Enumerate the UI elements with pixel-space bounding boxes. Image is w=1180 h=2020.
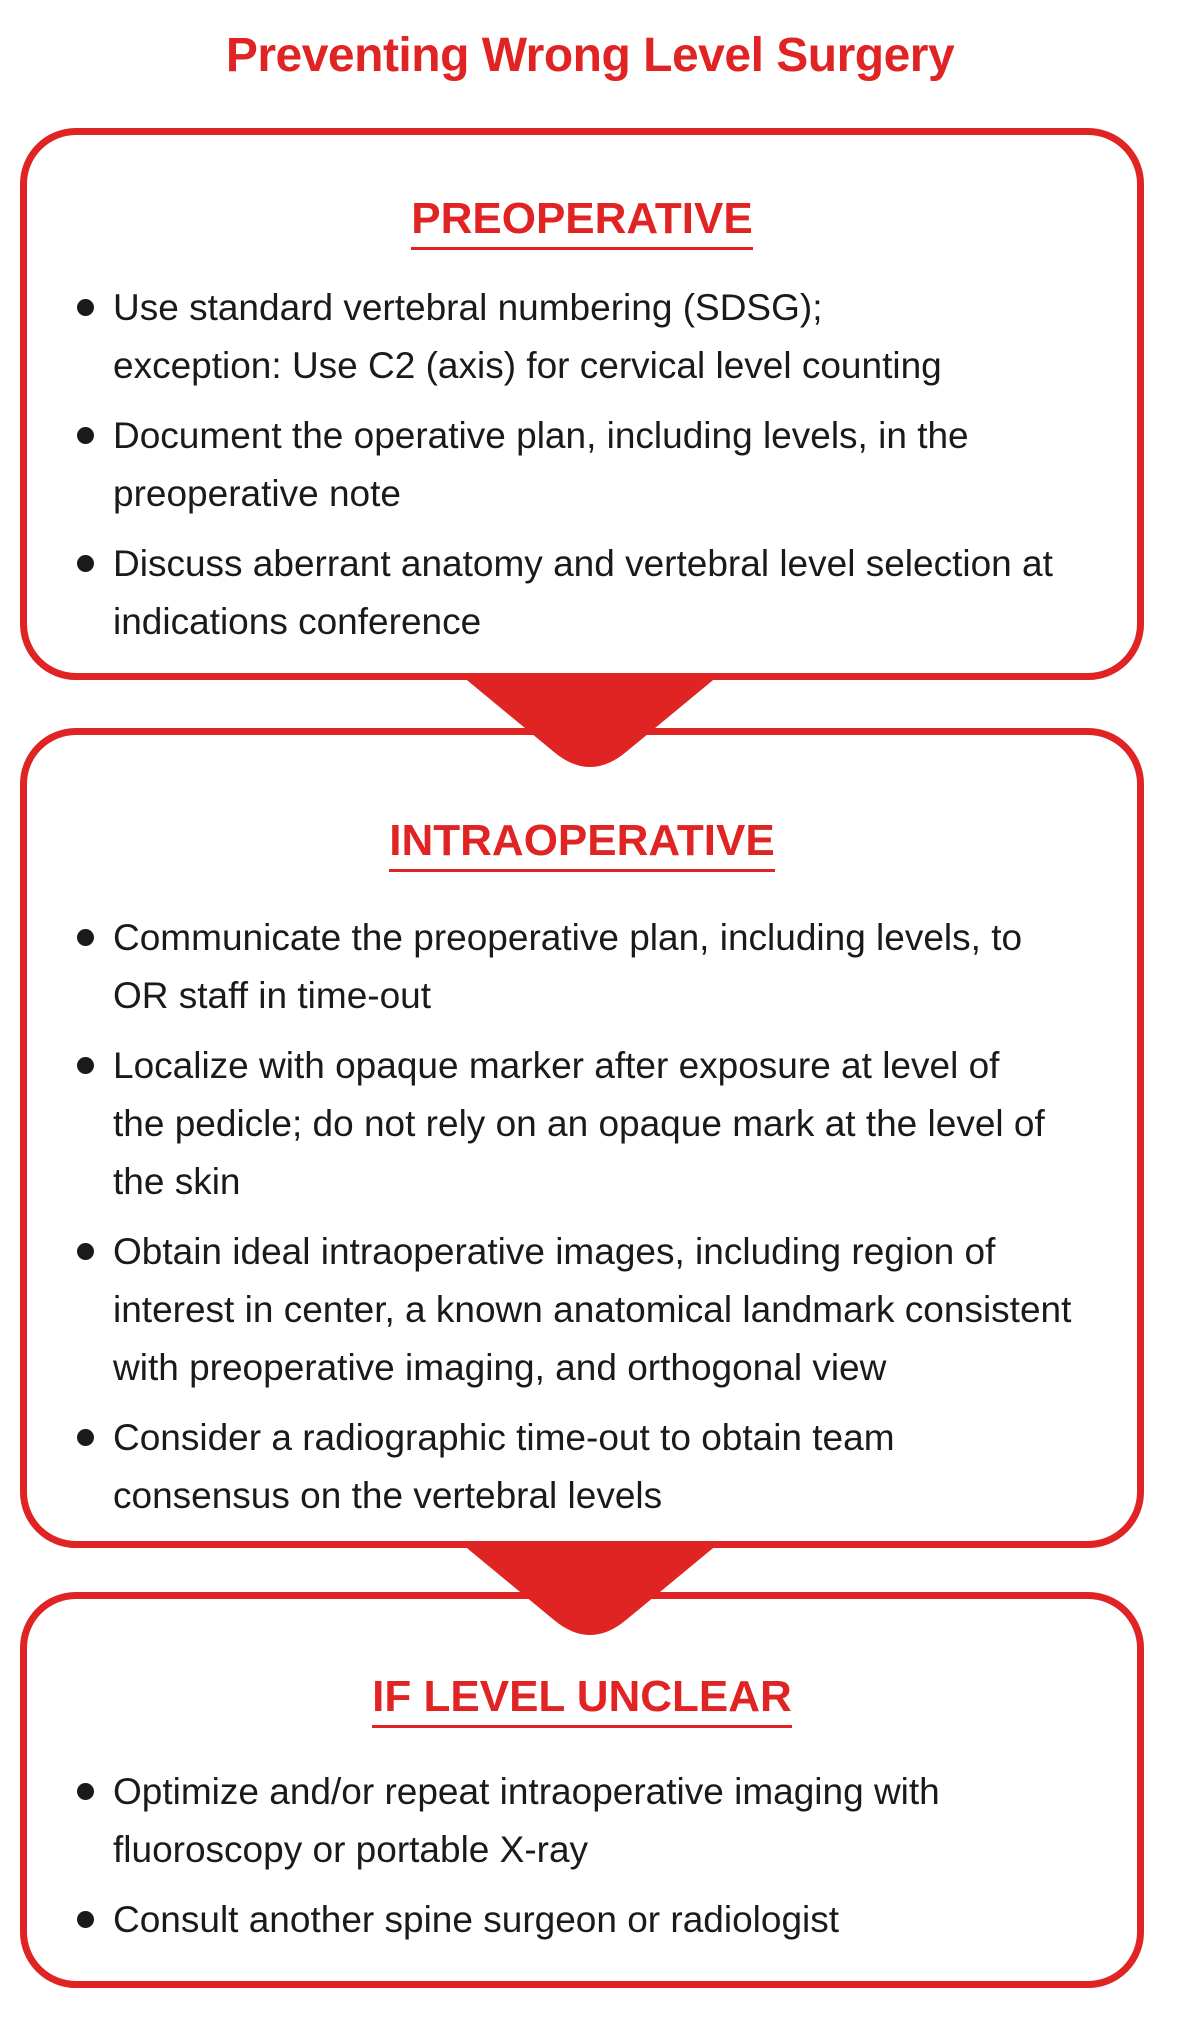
bullet-icon [77, 1911, 94, 1928]
if-level-unclear-box [20, 1592, 1144, 1988]
bullet-icon [77, 929, 94, 946]
down-arrow-icon [0, 676, 1180, 780]
list-item: Use standard vertebral numbering (SDSG); exception: Use C2 (axis) for cervical level counting [113, 279, 1097, 395]
intraoperative-list [27, 909, 1137, 1525]
down-arrow-icon [0, 1544, 1180, 1648]
list-item: Localize with opaque marker after exposure at level of the pedicle; do not rely on an opaque mark at the level of the skin [113, 1037, 1097, 1211]
intraoperative-heading: INTRAOPERATIVE [27, 819, 1137, 863]
bullet-icon [77, 1243, 94, 1260]
preoperative-list [27, 279, 1137, 651]
list-item: Discuss aberrant anatomy and vertebral level selection at indications conference [113, 535, 1097, 651]
list-item: Optimize and/or repeat intraoperative imaging with fluoroscopy or portable X-ray [113, 1763, 1097, 1879]
bullet-icon [77, 1783, 94, 1800]
list-item: Obtain ideal intraoperative images, including region of interest in center, a known anatomical landmark consistent with preoperative imaging, and orthogonal view [113, 1223, 1097, 1397]
bullet-icon [77, 299, 94, 316]
list-item: Communicate the preoperative plan, including levels, to OR staff in time-out [113, 909, 1097, 1025]
bullet-icon [77, 555, 94, 572]
bullet-icon [77, 427, 94, 444]
preoperative-heading: PREOPERATIVE [27, 197, 1137, 241]
if-level-unclear-list [27, 1763, 1137, 1949]
list-item: Consult another spine surgeon or radiologist [113, 1891, 1097, 1949]
preoperative-box [20, 128, 1144, 680]
bullet-icon [77, 1057, 94, 1074]
intraoperative-box [20, 728, 1144, 1548]
list-item: Consider a radiographic time-out to obtain team consensus on the vertebral levels [113, 1409, 1097, 1525]
bullet-icon [77, 1429, 94, 1446]
if-level-unclear-heading: IF LEVEL UNCLEAR [27, 1675, 1137, 1719]
list-item: Document the operative plan, including levels, in the preoperative note [113, 407, 1097, 523]
diagram-title: Preventing Wrong Level Surgery [225, 29, 955, 82]
